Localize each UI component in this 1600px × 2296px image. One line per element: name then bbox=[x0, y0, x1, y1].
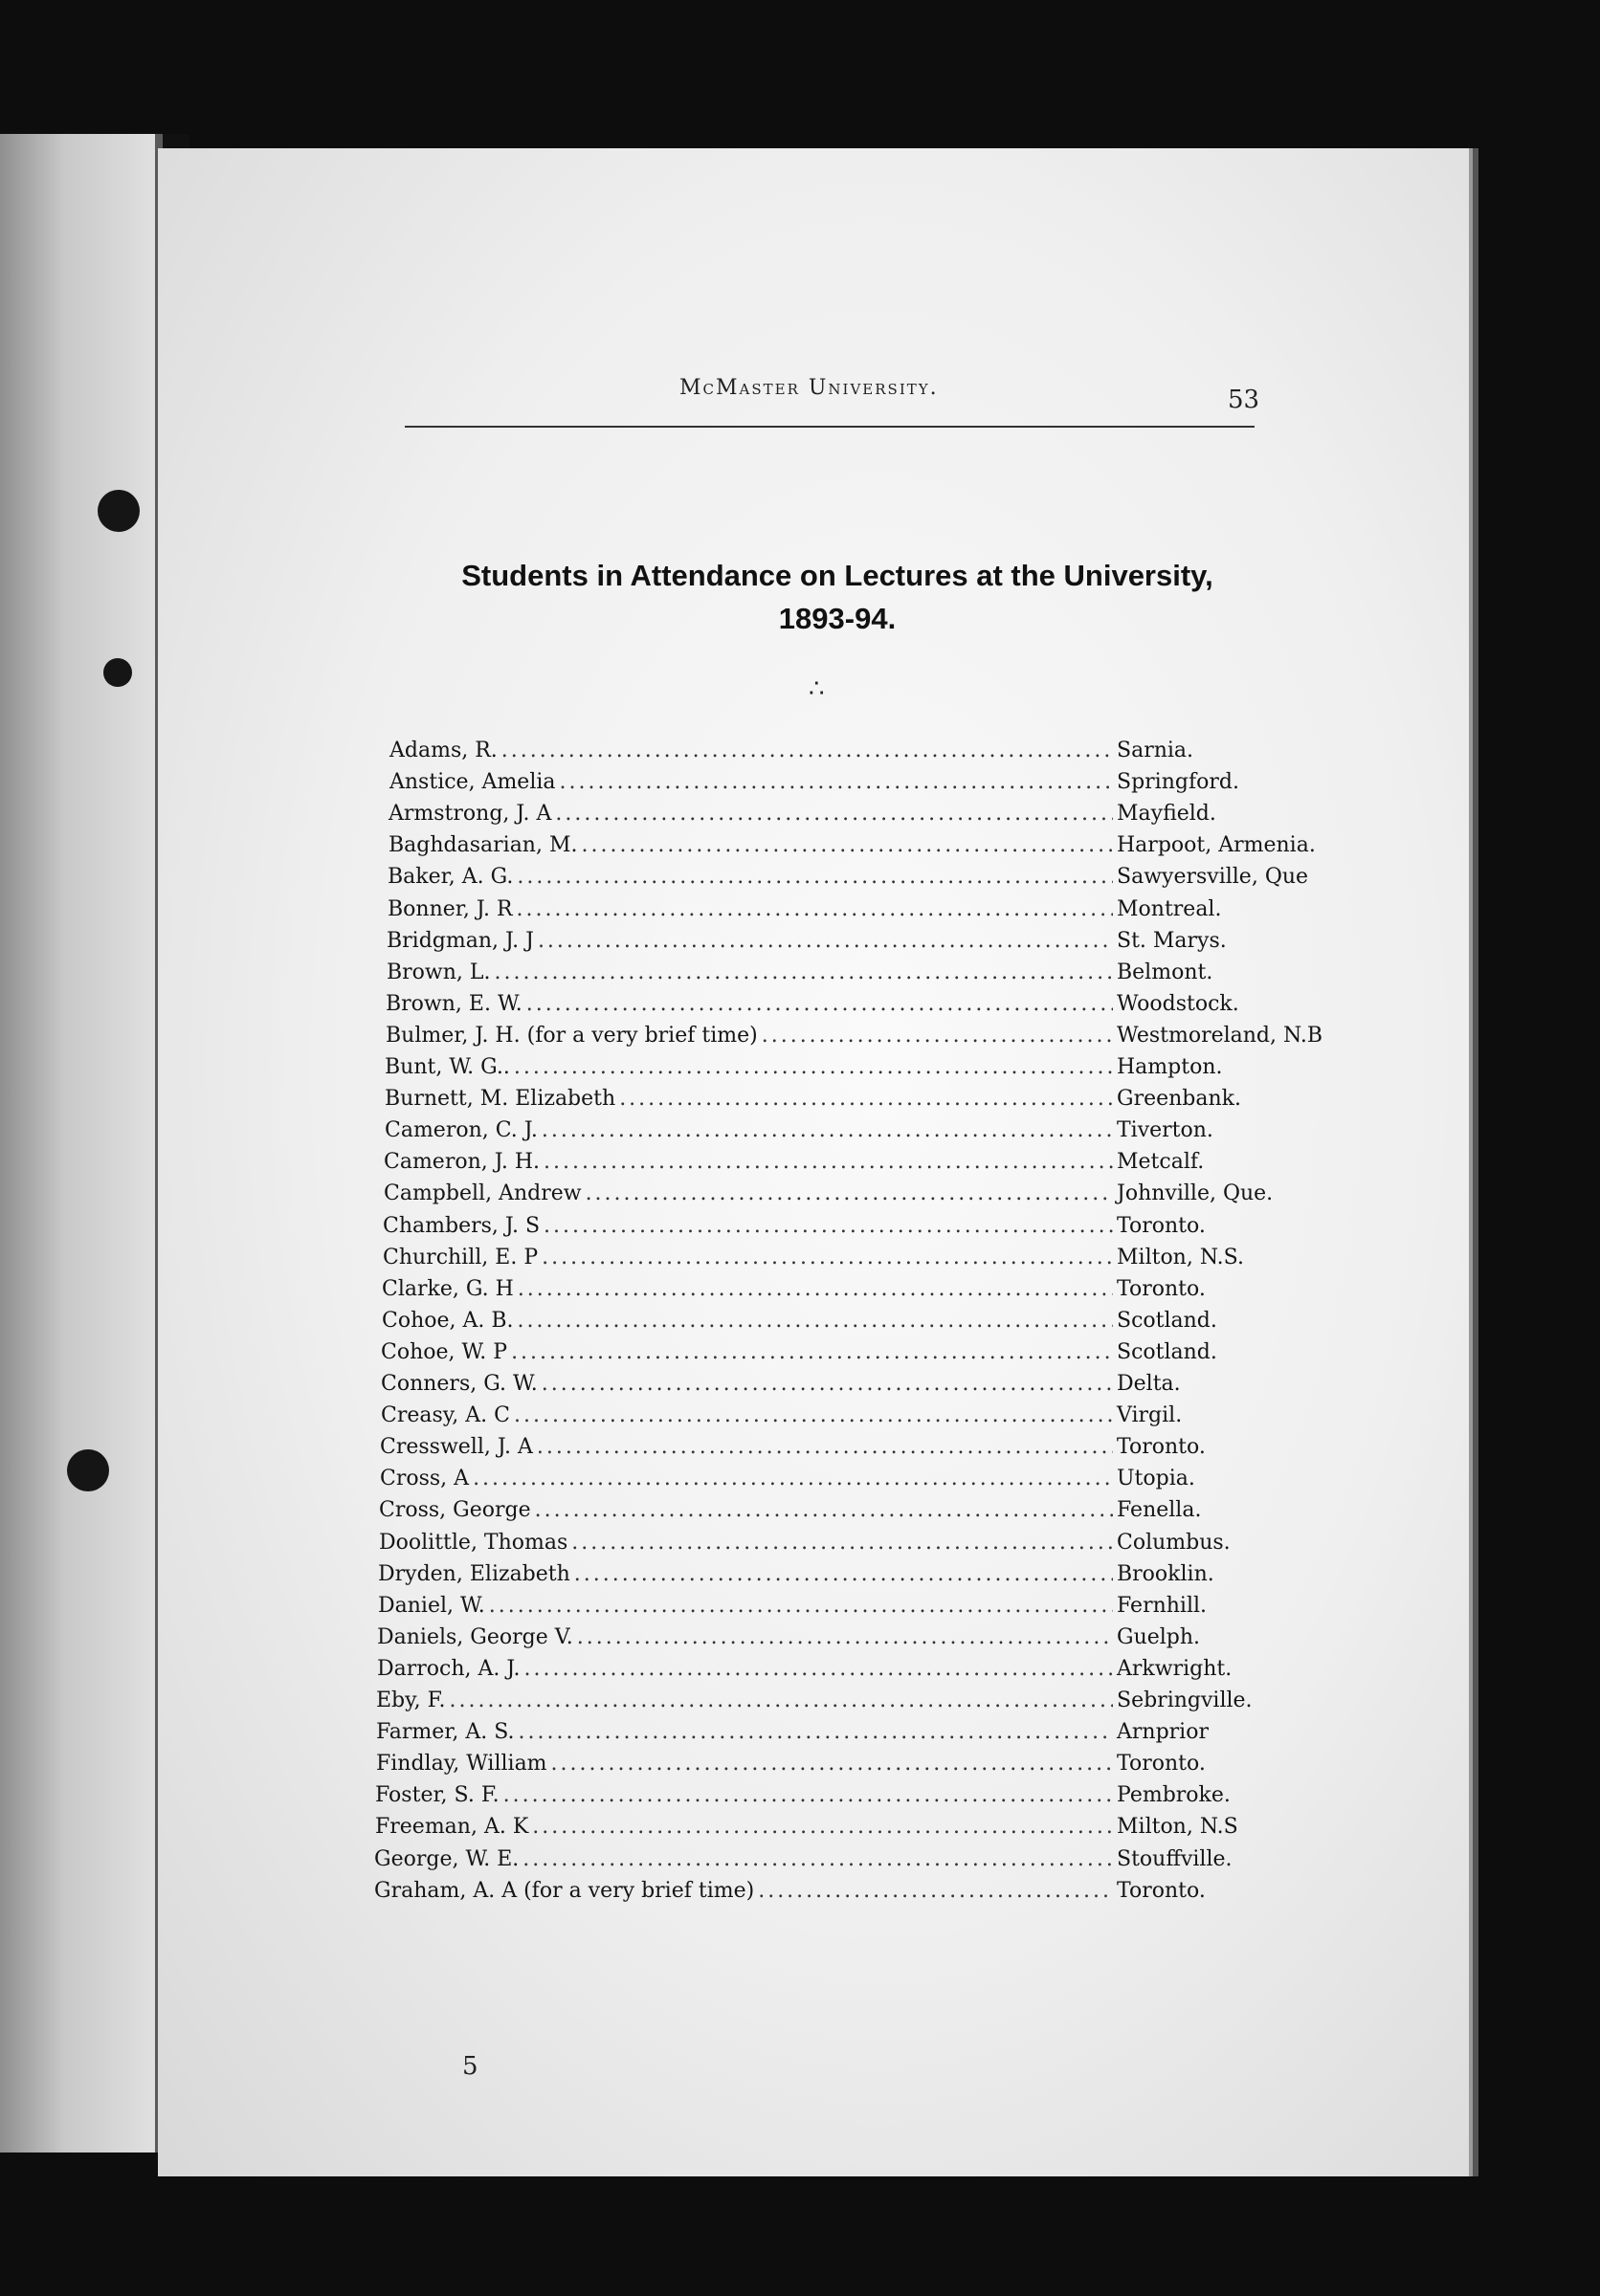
dot-leader bbox=[544, 1214, 1113, 1238]
binding-hole bbox=[103, 658, 132, 687]
student-hometown: Utopia. bbox=[1117, 1467, 1195, 1491]
binding-hole bbox=[98, 490, 140, 532]
student-name: Cresswell, J. A bbox=[380, 1435, 533, 1460]
list-item bbox=[378, 1562, 1337, 1593]
list-item bbox=[381, 1372, 1337, 1402]
student-hometown: Woodstock. bbox=[1117, 991, 1239, 1016]
list-item bbox=[379, 1498, 1337, 1529]
list-item bbox=[388, 897, 1337, 928]
student-name: Bunt, W. G.. bbox=[385, 1055, 510, 1079]
student-hometown: Stouffville. bbox=[1117, 1846, 1233, 1871]
student-hometown: Scotland. bbox=[1117, 1308, 1217, 1333]
list-item bbox=[375, 1783, 1337, 1814]
student-hometown: Guelph. bbox=[1117, 1624, 1201, 1649]
student-hometown: Fenella. bbox=[1117, 1498, 1202, 1523]
student-name: Foster, S. F. bbox=[375, 1783, 500, 1808]
student-hometown: Hampton. bbox=[1117, 1055, 1223, 1079]
dot-leader bbox=[518, 1277, 1113, 1301]
dot-leader bbox=[542, 1246, 1113, 1269]
student-name: Daniel, W. bbox=[378, 1593, 485, 1618]
list-item bbox=[380, 1435, 1337, 1466]
student-hometown: Toronto. bbox=[1117, 1276, 1206, 1301]
dot-leader bbox=[511, 1340, 1113, 1364]
student-hometown: Toronto. bbox=[1117, 1435, 1206, 1460]
student-hometown: Arkwright. bbox=[1117, 1656, 1233, 1681]
facing-page-edge bbox=[0, 134, 163, 2152]
running-head: McMaster University. bbox=[679, 376, 939, 400]
student-name: Churchill, E. P bbox=[383, 1245, 539, 1269]
dot-leader bbox=[517, 865, 1113, 889]
dot-leader bbox=[449, 1689, 1113, 1712]
dot-leader bbox=[560, 770, 1113, 794]
list-item bbox=[377, 1657, 1337, 1688]
dot-leader bbox=[542, 1118, 1113, 1142]
student-hometown: Toronto. bbox=[1117, 1878, 1206, 1903]
student-name: Freeman, A. K bbox=[375, 1815, 529, 1840]
dot-leader bbox=[518, 1309, 1113, 1333]
student-hometown: Sarnia. bbox=[1117, 739, 1194, 762]
student-hometown: Brooklin. bbox=[1117, 1561, 1214, 1586]
student-list bbox=[158, 148, 1469, 2176]
student-hometown: Scotland. bbox=[1117, 1339, 1217, 1364]
dot-leader bbox=[577, 1625, 1113, 1649]
list-item bbox=[375, 1815, 1337, 1845]
student-name: Cameron, C. J. bbox=[385, 1118, 538, 1143]
dot-leader bbox=[538, 929, 1113, 953]
student-name: Cross, George bbox=[379, 1498, 531, 1523]
student-hometown: Milton, N.S. bbox=[1117, 1245, 1244, 1269]
list-item bbox=[376, 1720, 1337, 1751]
student-name: Cohoe, A. B. bbox=[382, 1308, 514, 1333]
student-name: Conners, G. W. bbox=[381, 1372, 538, 1396]
list-item bbox=[389, 770, 1337, 801]
student-hometown: Greenbank. bbox=[1117, 1087, 1241, 1112]
student-name: George, W. E. bbox=[374, 1846, 520, 1871]
dot-leader bbox=[524, 1657, 1114, 1681]
title-line-2: 1893-94. bbox=[778, 601, 897, 635]
student-hometown: Milton, N.S bbox=[1117, 1815, 1238, 1840]
dot-leader bbox=[526, 992, 1113, 1016]
list-item bbox=[385, 1118, 1337, 1149]
student-name: Burnett, M. Elizabeth bbox=[385, 1087, 616, 1112]
list-item bbox=[380, 1467, 1337, 1497]
dot-leader bbox=[514, 1055, 1113, 1079]
list-item bbox=[377, 1625, 1337, 1656]
list-item bbox=[387, 960, 1337, 991]
dot-leader bbox=[503, 1783, 1113, 1807]
list-item bbox=[383, 1246, 1337, 1276]
dot-leader bbox=[501, 739, 1113, 762]
list-item bbox=[388, 865, 1337, 895]
student-hometown: Toronto. bbox=[1117, 1752, 1206, 1777]
dot-leader bbox=[473, 1467, 1113, 1490]
binding-hole bbox=[67, 1449, 109, 1491]
page-number: 53 bbox=[1228, 386, 1260, 414]
dot-leader bbox=[581, 833, 1113, 857]
student-name: Armstrong, J. A bbox=[389, 802, 552, 827]
book-page bbox=[158, 148, 1469, 2176]
list-item bbox=[389, 833, 1337, 864]
student-hometown: Tiverton. bbox=[1117, 1118, 1213, 1143]
dot-leader bbox=[571, 1531, 1113, 1555]
student-name: Bonner, J. R bbox=[388, 896, 513, 921]
dot-leader bbox=[489, 1594, 1113, 1618]
dot-leader bbox=[758, 1879, 1113, 1903]
list-item bbox=[387, 929, 1337, 960]
student-name: Cameron, J. H. bbox=[384, 1150, 541, 1175]
list-item bbox=[386, 992, 1337, 1023]
student-hometown: Harpoot, Armenia. bbox=[1117, 833, 1316, 858]
dot-leader bbox=[619, 1087, 1113, 1111]
student-name: Creasy, A. C bbox=[381, 1403, 510, 1428]
student-hometown: Fernhill. bbox=[1117, 1593, 1208, 1618]
student-name: Darroch, A. J. bbox=[377, 1656, 521, 1681]
list-item bbox=[381, 1340, 1337, 1371]
list-item bbox=[389, 739, 1337, 769]
list-item bbox=[384, 1150, 1337, 1181]
list-item bbox=[378, 1594, 1337, 1624]
student-hometown: St. Marys. bbox=[1117, 928, 1227, 953]
list-item bbox=[379, 1531, 1337, 1561]
student-name: Cross, A bbox=[380, 1467, 470, 1491]
list-item bbox=[389, 802, 1337, 832]
list-item bbox=[382, 1277, 1337, 1308]
dot-leader bbox=[574, 1562, 1113, 1586]
student-hometown: Toronto. bbox=[1117, 1213, 1206, 1238]
student-hometown: Sawyersville, Que bbox=[1117, 865, 1309, 890]
list-item bbox=[383, 1214, 1337, 1245]
student-hometown: Sebringville. bbox=[1117, 1689, 1253, 1712]
student-name: Baghdasarian, M. bbox=[389, 833, 578, 858]
student-hometown: Virgil. bbox=[1117, 1403, 1183, 1428]
dot-leader bbox=[551, 1752, 1113, 1776]
list-item bbox=[376, 1689, 1337, 1719]
list-item bbox=[374, 1847, 1337, 1878]
dot-leader bbox=[532, 1815, 1113, 1839]
list-item bbox=[384, 1181, 1337, 1212]
dot-leader bbox=[514, 1403, 1113, 1427]
student-name: Doolittle, Thomas bbox=[379, 1530, 568, 1555]
student-name: Bridgman, J. J bbox=[387, 928, 534, 953]
student-hometown: Montreal. bbox=[1117, 896, 1222, 921]
list-item bbox=[374, 1879, 1337, 1910]
student-name: Bulmer, J. H. (for a very brief time) bbox=[386, 1023, 758, 1048]
title-line-1: Students in Attendance on Lectures at the University, bbox=[461, 559, 1213, 592]
student-name: Brown, L. bbox=[387, 960, 491, 984]
student-hometown: Metcalf. bbox=[1117, 1150, 1205, 1175]
signature-mark: 5 bbox=[462, 2052, 478, 2081]
student-name: Daniels, George V. bbox=[377, 1624, 573, 1649]
student-name: Graham, A. A (for a very brief time) bbox=[374, 1878, 755, 1903]
student-name: Anstice, Amelia bbox=[389, 770, 556, 795]
dot-leader bbox=[542, 1372, 1113, 1396]
student-hometown: Columbus. bbox=[1117, 1530, 1231, 1555]
student-hometown: Johnville, Que. bbox=[1117, 1181, 1274, 1206]
dot-leader bbox=[495, 960, 1113, 984]
dot-leader bbox=[586, 1181, 1113, 1205]
student-hometown: Mayfield. bbox=[1117, 802, 1216, 827]
dot-leader bbox=[555, 802, 1113, 826]
student-name: Chambers, J. S bbox=[383, 1213, 541, 1238]
list-item bbox=[381, 1403, 1337, 1434]
student-hometown: Springford. bbox=[1117, 770, 1239, 795]
student-name: Baker, A. G. bbox=[388, 865, 514, 890]
student-name: Dryden, Elizabeth bbox=[378, 1561, 570, 1586]
dot-leader bbox=[537, 1435, 1113, 1459]
student-name: Clarke, G. H bbox=[382, 1276, 514, 1301]
student-hometown: Delta. bbox=[1117, 1372, 1181, 1396]
student-name: Adams, R. bbox=[389, 739, 498, 762]
dot-leader bbox=[535, 1498, 1113, 1522]
list-item bbox=[385, 1087, 1337, 1117]
dot-leader bbox=[519, 1720, 1113, 1744]
dot-leader bbox=[544, 1150, 1113, 1174]
student-hometown: Arnprior bbox=[1117, 1720, 1209, 1745]
ornament-glyph: ∴ bbox=[809, 674, 825, 703]
student-hometown: Belmont. bbox=[1117, 960, 1213, 984]
dot-leader bbox=[517, 897, 1113, 921]
dot-leader bbox=[522, 1847, 1113, 1871]
student-name: Findlay, William bbox=[376, 1752, 547, 1777]
list-item bbox=[385, 1055, 1337, 1086]
list-item bbox=[386, 1024, 1337, 1054]
student-name: Cohoe, W. P bbox=[381, 1339, 508, 1364]
student-name: Farmer, A. S. bbox=[376, 1720, 515, 1745]
list-item bbox=[376, 1752, 1337, 1782]
student-hometown: Westmoreland, N.B bbox=[1117, 1023, 1323, 1048]
student-name: Brown, E. W. bbox=[386, 991, 522, 1016]
dot-leader bbox=[762, 1024, 1113, 1048]
student-name: Eby, F. bbox=[376, 1689, 446, 1712]
student-hometown: Pembroke. bbox=[1117, 1783, 1231, 1808]
list-item bbox=[382, 1309, 1337, 1339]
student-name: Campbell, Andrew bbox=[384, 1181, 582, 1206]
